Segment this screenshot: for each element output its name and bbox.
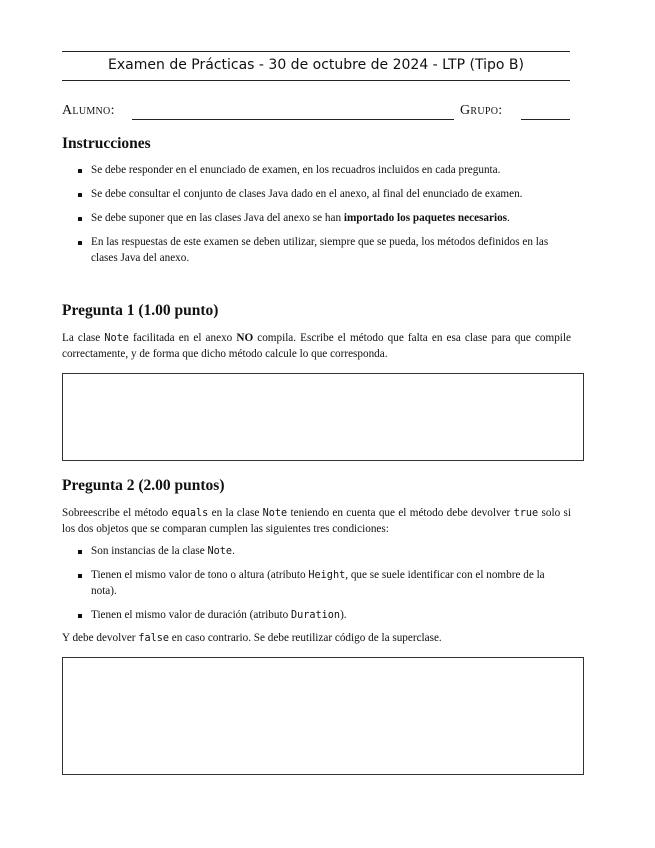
question-2-intro: Sobreescribe el método equals en la clase Note teniendo en cuenta que el método debe devolver true solo si los dos objetos que se comparan cumplen las siguientes tres condiciones: xyxy=(62,507,571,535)
list-item: Se debe responder en el enunciado de examen, en los recuadros incluidos en cada pregunta. xyxy=(78,163,572,179)
list-item: Son instancias de la clase Note. xyxy=(78,544,572,560)
list-item: Tienen el mismo valor de duración (atributo Duration). xyxy=(78,608,572,624)
grupo-label: Grupo: xyxy=(460,103,503,118)
exam-title: Examen de Prácticas - 30 de octubre de 2024 - LTP (Tipo B) xyxy=(108,57,524,73)
alumno-label: Alumno: xyxy=(62,103,115,118)
list-item: Tienen el mismo valor de tono o altura (atributo Height, que se suele identificar con el nombre de la nota). xyxy=(78,568,572,599)
question-2-conditions xyxy=(78,544,572,623)
list-item: Se debe suponer que en las clases Java del anexo se han importado los paquetes necesarios. xyxy=(78,211,572,227)
alumno-line[interactable] xyxy=(132,119,454,120)
list-item: En las respuestas de este examen se deben utilizar, siempre que se pueda, los métodos definidos en las clases Java del anexo. xyxy=(78,235,572,266)
grupo-line[interactable] xyxy=(521,119,570,120)
instructions-list xyxy=(78,163,572,266)
question-1-answer-box[interactable] xyxy=(62,373,584,461)
question-2-answer-box[interactable] xyxy=(62,657,584,775)
question-2-heading: Pregunta 2 (2.00 puntos) xyxy=(62,477,225,494)
question-1-text: La clase Note facilitada en el anexo NO compila. Escribe el método que falta en esa clase para que compile correctamente, y de forma que dicho método calcule lo que corresponda. xyxy=(62,332,571,360)
question-2-outro: Y debe devolver false en caso contrario. Se debe reutilizar código de la superclase. xyxy=(62,632,442,644)
instructions-heading: Instrucciones xyxy=(62,135,151,152)
list-item: Se debe consultar el conjunto de clases Java dado en el anexo, al final del enunciado de examen. xyxy=(78,187,572,203)
question-1-heading: Pregunta 1 (1.00 punto) xyxy=(62,302,219,319)
header-bottom-rule xyxy=(62,80,570,81)
header-top-rule xyxy=(62,51,570,52)
